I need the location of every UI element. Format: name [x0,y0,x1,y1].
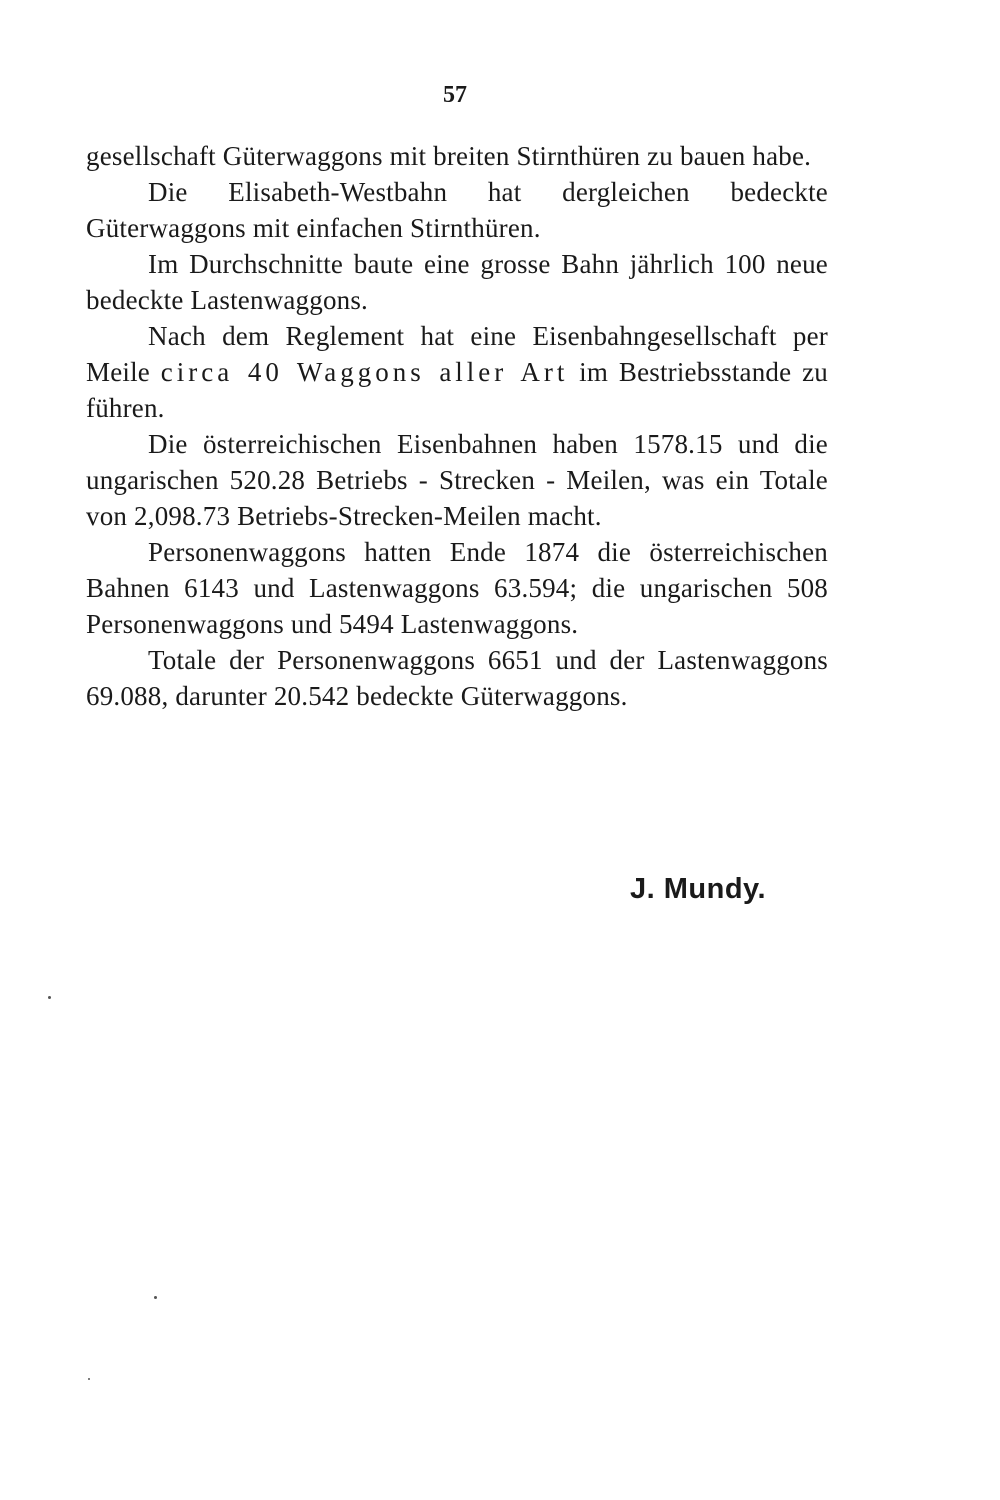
page-number: 57 [443,82,467,108]
paragraph-continuation: gesellschaft Güterwaggons mit breiten Stirnthüren zu bauen habe. [86,141,812,171]
reglement-text-before: Nach dem Reglement hat eine Eisenbahngesellschaft per Meile [86,321,828,387]
paragraph-elisabeth-westbahn: Die Elisabeth-Westbahn hat dergleichen bedeckte Güterwaggons mit einfachen Stirnthüren. [86,177,828,243]
author-signature: J. Mundy. [630,873,767,905]
scan-speck [88,1378,90,1380]
reglement-spaced-emphasis: circa 40 Waggons aller Art [160,357,569,387]
body-text [86,138,828,714]
paragraph-reglement [86,318,828,426]
paragraph-strecken-meilen: Die österreichischen Eisenbahnen haben 1578.15 und die ungarischen 520.28 Betriebs - Strecken - Meilen, was ein Totale von 2,098.73 Betriebs-Strecken-Meilen macht. [86,429,828,531]
paragraph-totale: Totale der Personenwaggons 6651 und der Lastenwaggons 69.088, darunter 20.542 bedeckte Güterwaggons. [86,645,828,711]
reglement-text-after: im Bestriebsstande zu führen. [86,357,828,423]
paragraph-durchschnitt: Im Durchschnitte baute eine grosse Bahn jährlich 100 neue bedeckte Lastenwaggons. [86,249,828,315]
scan-speck [48,996,51,999]
scan-speck [154,1296,157,1299]
paragraph-personenwaggons: Personenwaggons hatten Ende 1874 die österreichischen Bahnen 6143 und Lastenwaggons 63.594; die ungarischen 508 Personenwaggons und 5494 Lastenwaggons. [86,537,828,639]
